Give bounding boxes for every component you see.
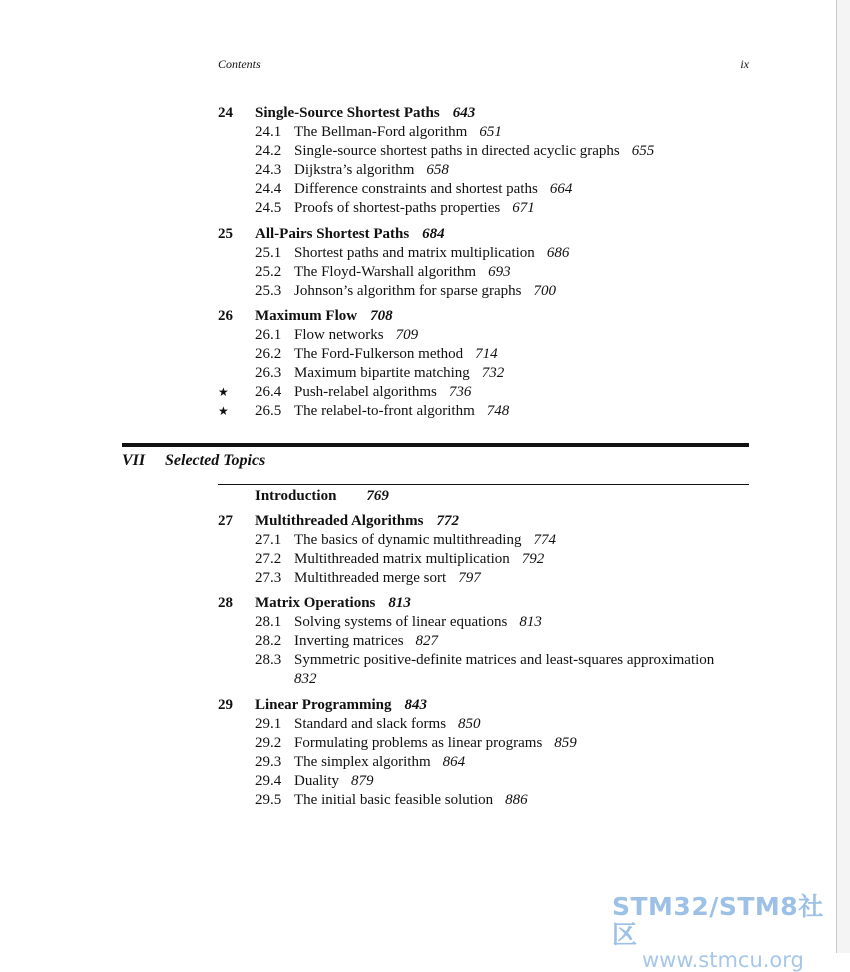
section-page: 686 [546, 245, 570, 262]
section-page: 832 [294, 671, 317, 688]
section-page: 709 [395, 327, 419, 344]
section-number: 29.4 [255, 773, 282, 790]
section-page: 736 [448, 384, 472, 401]
toc-entry-section[interactable] [218, 734, 758, 753]
toc-chapter [218, 307, 758, 422]
chapter-title: Multithreaded Algorithms [255, 513, 424, 529]
toc-entry-section[interactable] [218, 791, 758, 810]
chapter-number: 27 [218, 513, 233, 529]
toc-entry-section[interactable] [218, 632, 758, 651]
section-page: 850 [458, 716, 481, 733]
toc-entry-section[interactable] [218, 569, 758, 588]
section-page: 651 [479, 124, 502, 141]
section-number: 27.3 [255, 570, 282, 587]
chapter-number: 26 [218, 308, 233, 324]
section-title-wrap [294, 791, 528, 810]
section-number: 27.2 [255, 551, 282, 568]
section-number: 25.2 [255, 264, 282, 281]
chapter-number: 24 [218, 105, 233, 121]
toc-chapter [218, 225, 758, 301]
toc-entry-section[interactable] [218, 180, 758, 199]
watermark-url: www.stmcu.org [642, 948, 804, 972]
section-title: Standard and slack forms [294, 716, 447, 733]
section-number: 28.3 [255, 652, 282, 669]
section-title: Solving systems of linear equations [294, 614, 508, 631]
section-page: 859 [554, 735, 577, 752]
toc-entry-chapter[interactable] [218, 307, 758, 326]
section-number: 26.2 [255, 346, 282, 363]
chapter-page: 772 [436, 513, 459, 529]
section-title-wrap [294, 531, 556, 550]
section-title-wrap [294, 569, 481, 588]
section-title-wrap [294, 613, 542, 632]
section-number: 24.3 [255, 162, 282, 179]
toc-entry-section[interactable] [218, 715, 758, 734]
section-page: 693 [488, 264, 511, 281]
toc-entry-section[interactable] [218, 263, 758, 282]
section-title-wrap [294, 734, 577, 753]
section-page: 732 [481, 365, 505, 382]
toc-entry-introduction[interactable] [255, 487, 389, 506]
chapter-number: 25 [218, 226, 233, 242]
chapter-page: 843 [404, 697, 428, 713]
toc-entry-section[interactable] [218, 613, 758, 632]
section-title: Single-source shortest paths in directed acyclic graphs [294, 143, 620, 160]
section-title-wrap [294, 364, 504, 383]
chapter-page: 708 [370, 308, 393, 324]
section-number: 27.1 [255, 532, 282, 549]
running-head-title: Contents [218, 57, 261, 71]
section-title: Symmetric positive-definite matrices and least-squares approximation [294, 652, 715, 669]
section-title: Inverting matrices [294, 633, 404, 650]
toc-entry-section[interactable] [218, 345, 758, 364]
chapter-title: All-Pairs Shortest Paths [255, 226, 410, 242]
section-page: 664 [549, 181, 573, 198]
section-title: The Bellman-Ford algorithm [294, 124, 468, 141]
section-title-wrap [294, 383, 471, 402]
section-number: 26.5 [255, 403, 282, 420]
toc-chapter [218, 512, 758, 588]
section-page: 714 [475, 346, 498, 363]
toc-entry-section[interactable] [218, 142, 758, 161]
section-title: Multithreaded merge sort [294, 570, 447, 587]
section-title: The Ford-Fulkerson method [294, 346, 464, 363]
section-title-wrap [294, 161, 449, 180]
section-number: 29.3 [255, 754, 282, 771]
section-title: The initial basic feasible solution [294, 792, 494, 809]
section-title: Dijkstra’s algorithm [294, 162, 415, 179]
section-page: 700 [533, 283, 556, 300]
toc-entry-chapter[interactable] [218, 104, 758, 123]
section-title: Shortest paths and matrix multiplication [294, 245, 535, 262]
toc-entry-chapter[interactable] [218, 512, 758, 531]
section-title: Push-relabel algorithms [294, 384, 437, 401]
toc-chapter [218, 594, 758, 689]
starred-section-icon: ★ [218, 385, 229, 400]
section-number: 29.5 [255, 792, 282, 809]
toc-entry-section[interactable] [218, 383, 758, 402]
section-number: 28.1 [255, 614, 282, 631]
section-title: Maximum bipartite matching [294, 365, 470, 382]
watermark-title: STM32/STM8社区 [612, 892, 824, 949]
section-page: 658 [426, 162, 449, 179]
section-title-wrap [294, 753, 465, 772]
section-title-wrap [294, 123, 502, 142]
section-page: 879 [351, 773, 374, 790]
part-title: Selected Topics [165, 452, 266, 469]
section-page: 797 [458, 570, 481, 587]
toc-entry-section[interactable] [218, 161, 758, 180]
section-title: Difference constraints and shortest paths [294, 181, 538, 198]
section-number: 24.1 [255, 124, 282, 141]
section-title: Duality [294, 773, 339, 790]
chapter-page: 684 [422, 226, 445, 242]
section-title: Proofs of shortest-paths properties [294, 200, 501, 217]
watermark [612, 893, 842, 971]
chapter-title: Single-Source Shortest Paths [255, 105, 440, 121]
section-page: 813 [519, 614, 542, 631]
section-title-wrap [294, 199, 535, 218]
section-title: Formulating problems as linear programs [294, 735, 543, 752]
section-number: 29.1 [255, 716, 282, 733]
chapter-title: Matrix Operations [255, 595, 376, 611]
chapter-title: Maximum Flow [255, 308, 358, 324]
section-title: The basics of dynamic multithreading [294, 532, 522, 549]
introduction-page: 769 [366, 488, 389, 504]
section-title-wrap [294, 550, 544, 569]
section-number: 24.5 [255, 200, 282, 217]
toc-entry-section[interactable] [218, 531, 758, 550]
section-number: 25.3 [255, 283, 282, 300]
section-number: 24.2 [255, 143, 282, 160]
toc-entry-chapter[interactable] [218, 594, 758, 613]
section-number: 29.2 [255, 735, 282, 752]
part-heading[interactable] [122, 451, 265, 471]
toc-entry-section[interactable] [218, 364, 758, 383]
toc-entry-section[interactable] [218, 244, 758, 263]
section-number: 26.1 [255, 327, 282, 344]
section-title: The simplex algorithm [294, 754, 431, 771]
toc-entry-section[interactable] [218, 753, 758, 772]
toc-entry-section[interactable] [218, 326, 758, 345]
section-title-wrap [294, 715, 481, 734]
section-title: Flow networks [294, 327, 384, 344]
section-title-wrap [294, 326, 418, 345]
chapter-page: 813 [388, 595, 411, 611]
section-title-wrap [294, 651, 714, 670]
toc-entry-section[interactable] [218, 199, 758, 218]
section-title-wrap [294, 402, 509, 421]
section-title: Multithreaded matrix multiplication [294, 551, 510, 568]
section-number: 26.4 [255, 384, 282, 401]
section-page: 864 [442, 754, 466, 771]
chapter-title: Linear Programming [255, 697, 392, 713]
section-title-wrap [294, 345, 498, 364]
page-edge [836, 0, 850, 953]
toc-entry-chapter[interactable] [218, 225, 758, 244]
section-title: The Floyd-Warshall algorithm [294, 264, 477, 281]
section-page: 748 [486, 403, 510, 420]
toc-entry-section[interactable] [218, 550, 758, 569]
toc-entry-section-continuation [218, 670, 758, 689]
page-number: ix [740, 57, 749, 71]
starred-section-icon: ★ [218, 404, 229, 419]
section-title: The relabel-to-front algorithm [294, 403, 475, 420]
section-title-wrap [294, 244, 569, 263]
chapter-number: 29 [218, 697, 233, 713]
part-number: VII [122, 452, 146, 469]
part-rule [122, 443, 749, 447]
toc-chapter [218, 104, 758, 219]
toc-entry-section[interactable] [218, 282, 758, 301]
section-page: 671 [512, 200, 535, 217]
toc-entry-section[interactable] [218, 772, 758, 791]
toc-entry-section[interactable] [218, 123, 758, 142]
section-page: 655 [631, 143, 655, 160]
running-head [218, 57, 749, 72]
toc-entry-section[interactable] [218, 651, 758, 670]
section-page: 774 [533, 532, 556, 549]
section-number: 25.1 [255, 245, 282, 262]
toc-entry-chapter[interactable] [218, 696, 758, 715]
section-page: 827 [415, 633, 439, 650]
section-title-wrap [294, 180, 572, 199]
section-title-wrap [294, 282, 556, 301]
section-number: 24.4 [255, 181, 282, 198]
section-page: 886 [505, 792, 528, 809]
section-title: Johnson’s algorithm for sparse graphs [294, 283, 522, 300]
chapter-number: 28 [218, 595, 233, 611]
section-title-wrap [294, 263, 511, 282]
section-title-wrap [294, 632, 438, 651]
chapter-page: 643 [452, 105, 476, 121]
section-title-wrap [294, 772, 374, 791]
section-number: 28.2 [255, 633, 282, 650]
section-number: 26.3 [255, 365, 282, 382]
section-rule [218, 484, 749, 485]
toc-chapter [218, 696, 758, 811]
section-title-wrap [294, 142, 654, 161]
introduction-title: Introduction [255, 488, 337, 504]
toc-entry-section[interactable] [218, 402, 758, 421]
section-page: 792 [521, 551, 545, 568]
